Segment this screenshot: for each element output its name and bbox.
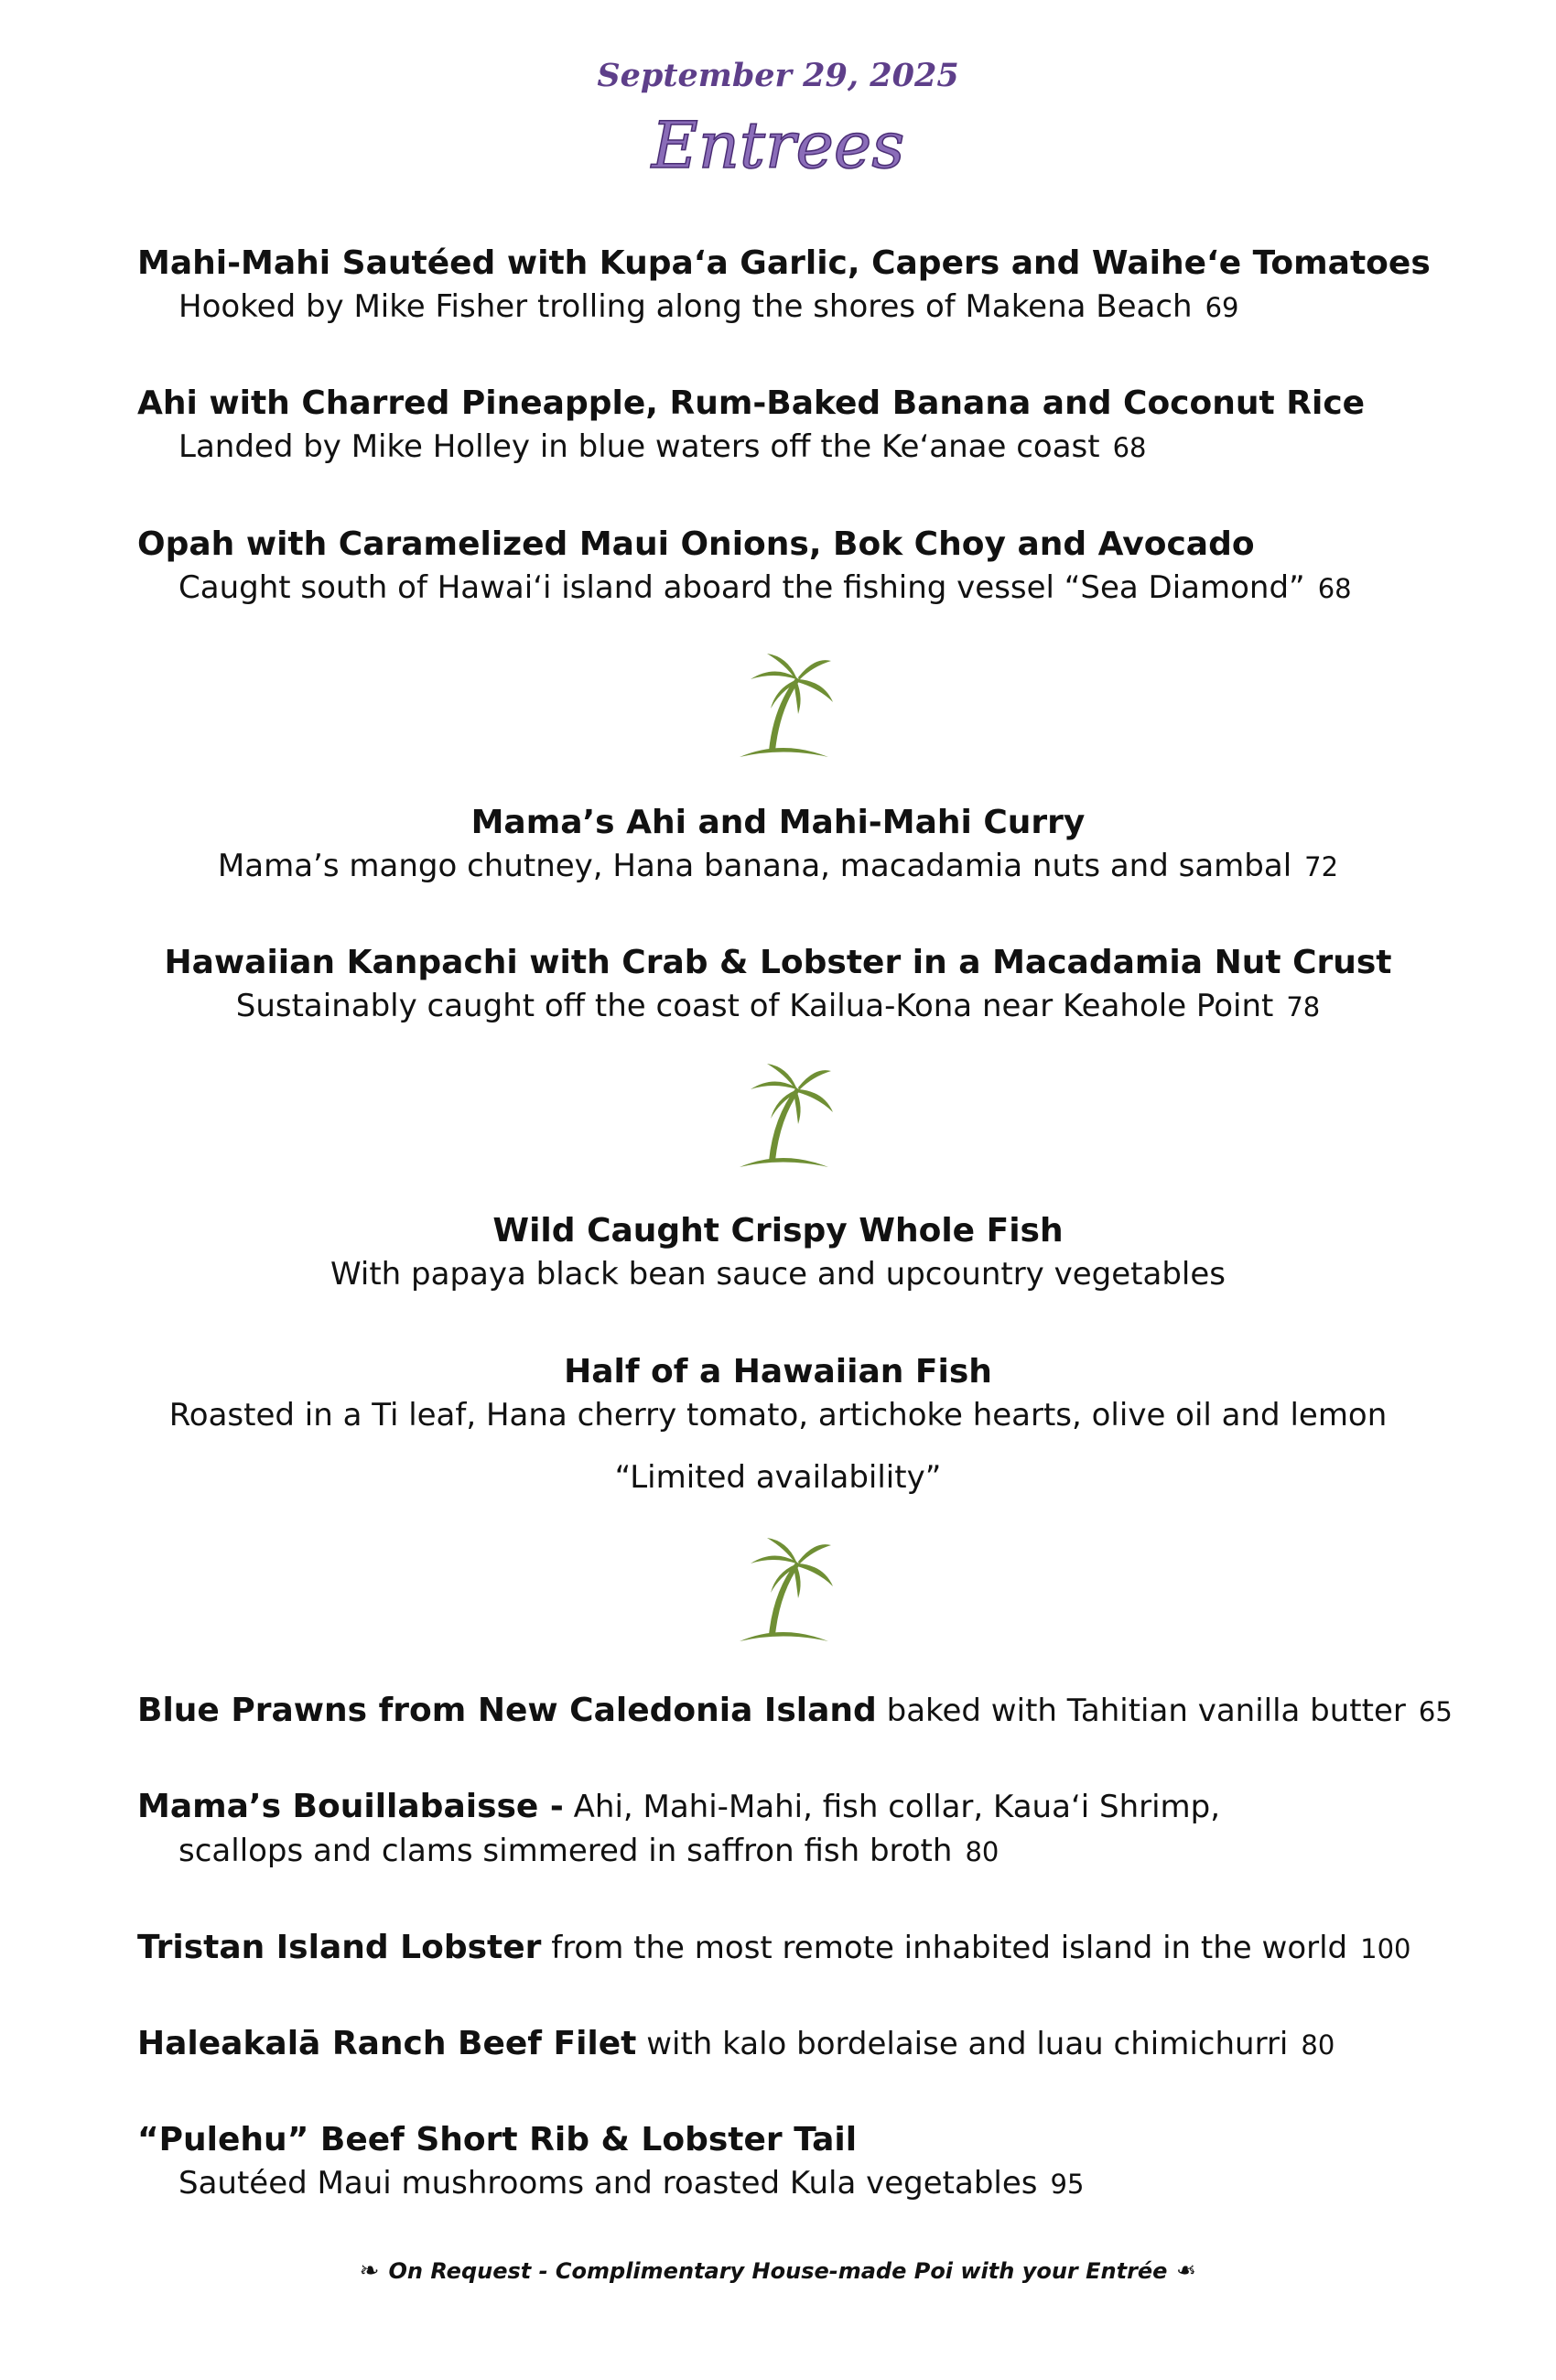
menu-item bbox=[137, 383, 1365, 470]
item-price: 95 bbox=[1050, 2169, 1085, 2200]
item-name: “Pulehu” Beef Short Rib & Lobster Tail bbox=[137, 2121, 858, 2158]
footer-note: ❧ On Request - Complimentary House-made Poi with your Entrée ❧ bbox=[359, 2257, 1197, 2285]
menu-item bbox=[0, 802, 1556, 889]
item-price: 68 bbox=[1112, 432, 1147, 463]
menu-item bbox=[137, 1689, 1453, 1734]
item-name: Haleakalā Ranch Beef Filet bbox=[137, 2025, 637, 2062]
menu-item bbox=[137, 1785, 1220, 1874]
menu-item bbox=[137, 2119, 1084, 2206]
menu-item bbox=[137, 2022, 1334, 2067]
item-name: Opah with Caramelized Maui Onions, Bok Choy and Avocado bbox=[137, 525, 1255, 563]
item-name: Wild Caught Crispy Whole Fish bbox=[492, 1212, 1064, 1250]
item-name: Blue Prawns from New Caledonia Island bbox=[137, 1692, 877, 1729]
menu-item bbox=[0, 1210, 1556, 1296]
menu-item bbox=[137, 524, 1352, 611]
item-price: 80 bbox=[965, 1836, 1000, 1867]
item-description: Sautéed Maui mushrooms and roasted Kula vegetables 95 bbox=[178, 2165, 1085, 2202]
item-description: With papaya black bean sauce and upcountry vegetables bbox=[330, 1256, 1226, 1293]
fleuron-right-icon: ❧ bbox=[1176, 2257, 1197, 2285]
item-note: “Limited availability” bbox=[614, 1459, 942, 1496]
item-name: Mama’s Ahi and Mahi-Mahi Curry bbox=[470, 804, 1086, 841]
menu-item bbox=[0, 942, 1556, 1029]
palm-tree-icon bbox=[732, 1536, 833, 1646]
item-description: Landed by Mike Holley in blue waters off the Ke‘anae coast 68 bbox=[178, 428, 1147, 465]
item-name: Mama’s Bouillabaisse - bbox=[137, 1788, 564, 1825]
item-description: Ahi, Mahi-Mahi, fish collar, Kaua‘i Shrimp, bbox=[573, 1789, 1221, 1825]
item-description: with kalo bordelaise and luau chimichurri bbox=[646, 2026, 1289, 2062]
item-price: 68 bbox=[1317, 573, 1352, 604]
item-name: Half of a Hawaiian Fish bbox=[564, 1353, 992, 1390]
item-price: 80 bbox=[1301, 2029, 1335, 2061]
item-name: Hawaiian Kanpachi with Crab & Lobster in a Macadamia Nut Crust bbox=[164, 944, 1392, 981]
item-description-cont: scallops and clams simmered in saffron fish broth bbox=[178, 1833, 953, 1869]
item-name: Ahi with Charred Pineapple, Rum-Baked Banana and Coconut Rice bbox=[137, 384, 1366, 422]
menu-item bbox=[137, 1926, 1410, 1971]
item-description: baked with Tahitian vanilla butter bbox=[886, 1693, 1406, 1729]
item-description: from the most remote inhabited island in the world bbox=[551, 1930, 1348, 1966]
item-name: Tristan Island Lobster bbox=[137, 1929, 542, 1966]
item-price: 72 bbox=[1304, 851, 1339, 882]
menu-date: September 29, 2025 bbox=[597, 57, 959, 94]
item-description: Hooked by Mike Fisher trolling along the shores of Makena Beach 69 bbox=[178, 288, 1239, 325]
item-name: Mahi-Mahi Sautéed with Kupa‘a Garlic, Capers and Waihe‘e Tomatoes bbox=[137, 244, 1431, 282]
palm-tree-icon bbox=[732, 1062, 833, 1172]
item-price: 65 bbox=[1418, 1696, 1453, 1727]
page-title: Entrees bbox=[651, 108, 905, 183]
palm-tree-icon bbox=[732, 652, 833, 762]
item-price: 78 bbox=[1286, 991, 1321, 1022]
fleuron-left-icon: ❧ bbox=[359, 2257, 380, 2285]
item-description: Roasted in a Ti leaf, Hana cherry tomato, artichoke hearts, olive oil and lemon bbox=[168, 1397, 1388, 1433]
item-description: Mama’s mango chutney, Hana banana, macadamia nuts and sambal 72 bbox=[217, 848, 1339, 884]
item-price: 100 bbox=[1360, 1933, 1411, 1964]
menu-item bbox=[137, 243, 1431, 330]
item-description: Sustainably caught off the coast of Kailua-Kona near Keahole Point 78 bbox=[235, 988, 1321, 1024]
item-price: 69 bbox=[1205, 292, 1239, 323]
item-description: Caught south of Hawai‘i island aboard the fishing vessel “Sea Diamond” 68 bbox=[178, 569, 1352, 606]
menu-item bbox=[0, 1351, 1556, 1499]
